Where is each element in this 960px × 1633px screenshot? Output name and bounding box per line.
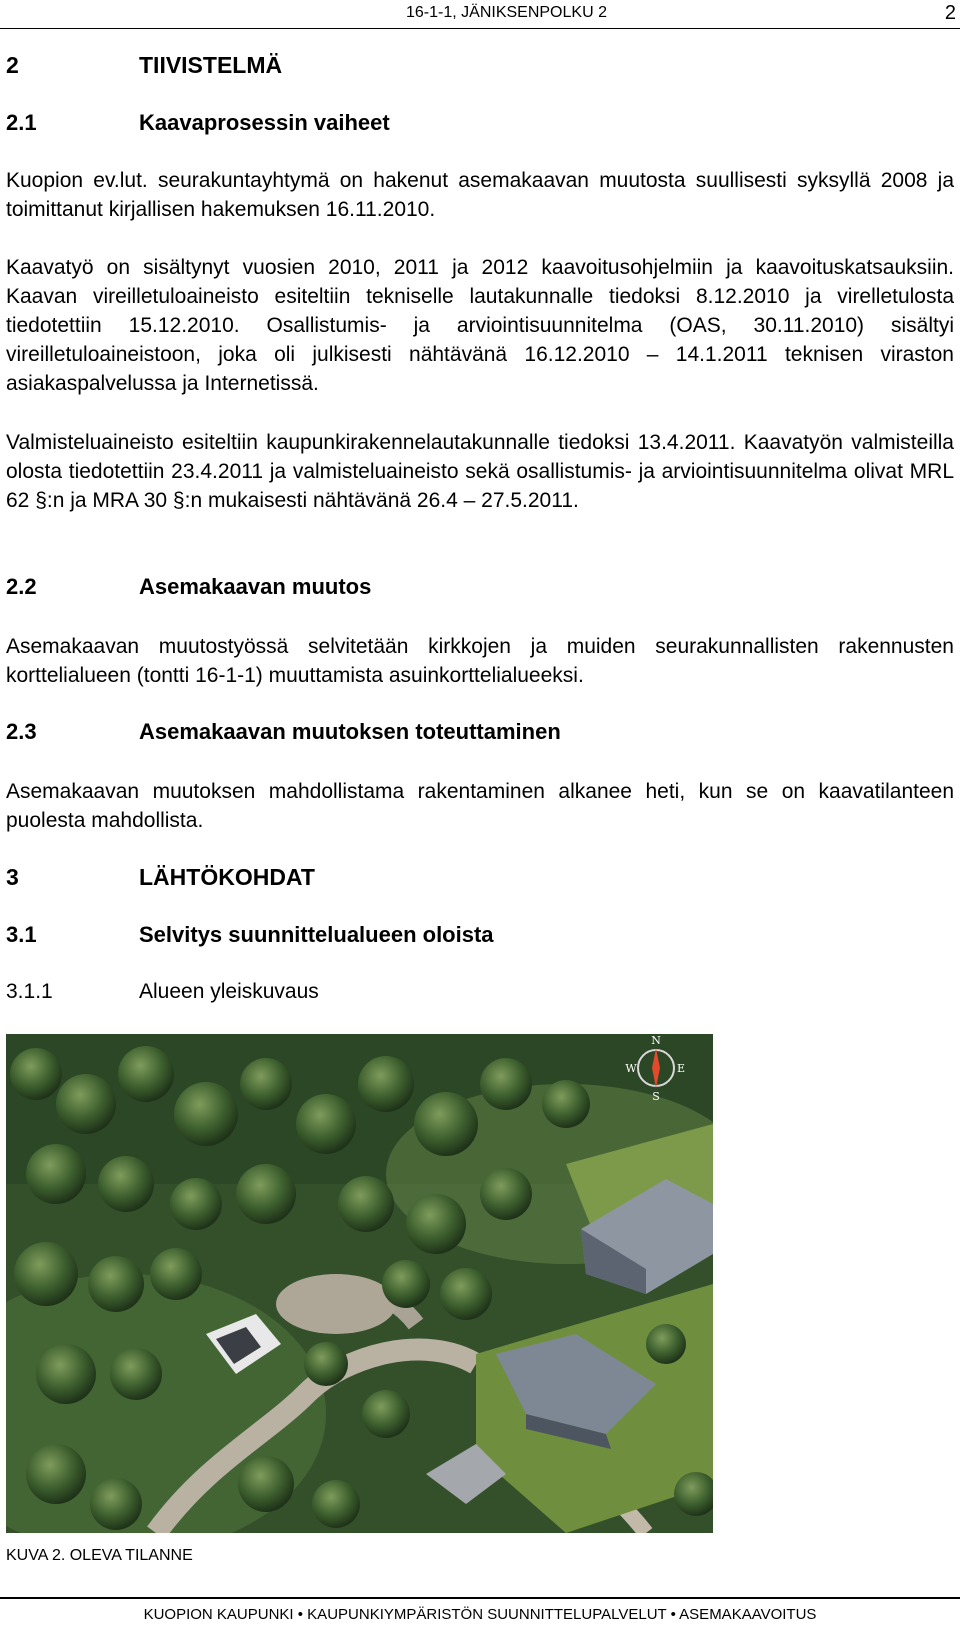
compass-west-label: W — [625, 1062, 637, 1075]
section-number: 2.2 — [6, 574, 37, 599]
section-title: TIIVISTELMÄ — [139, 52, 283, 78]
page-footer: KUOPION KAUPUNKI • KAUPUNKIYMPÄRISTÖN SUUNNITTELUPALVELUT • ASEMAKAAVOITUS — [143, 1606, 817, 1623]
compass-south-label: S — [652, 1090, 660, 1103]
paragraph-implementation: Asemakaavan muutoksen mahdollistama rakentaminen alkanee heti, kun se on kaavatilanteen puolesta mahdollista. — [6, 780, 954, 832]
section-title: Selvitys suunnittelualueen oloista — [139, 922, 494, 947]
heading-section-3 — [6, 864, 315, 891]
aerial-photo — [6, 1034, 713, 1533]
heading-section-2-2 — [6, 574, 371, 600]
paragraph-preparation: Valmisteluaineisto esiteltiin kaupunkirakennelautakunnalle tiedoksi 13.4.2011. Kaavatyön valmisteilla olosta tiedotettiin 23.4.2011 ja valmisteluaineisto sekä osallistumis- ja arviointisuunnitelma olivat MRL 62 §:n ja MRA 30 §:n mukaisesti nähtävänä 26.4 – 27.5.2011. — [6, 431, 954, 512]
section-number: 2.3 — [6, 719, 37, 744]
paragraph-plan-change: Asemakaavan muutostyössä selvitetään kirkkojen ja muiden seurakunnallisten rakennusten korttelialueen (tontti 16-1-1) muuttamista asuinkorttelialueeksi. — [6, 635, 954, 687]
heading-section-2 — [6, 52, 282, 79]
section-title: Asemakaavan muutos — [139, 574, 372, 599]
page-number: 2 — [944, 2, 956, 24]
paragraph-initiation: Kaavatyö on sisältynyt vuosien 2010, 2011 ja 2012 kaavoitusohjelmiin ja kaavoituskatsauksiin. Kaavan vireilletuloaineisto esiteltiin tekniselle lautakunnalle tiedoksi 8.12.2010 ja virelletulosta tiedotettiin 15.12.2010. Osallistumis- ja arviointisuunnitelma (OAS, 30.11.2010) sisältyi vireilletuloaineistoon, joka oli julkisesti nähtävänä 16.12.2010 – 14.1.2011 teknisen viraston asiakaspalvelussa ja Internetissä. — [6, 256, 954, 395]
section-number: 2.1 — [6, 110, 37, 135]
footer-rule — [0, 1597, 960, 1599]
section-number: 3 — [6, 864, 19, 890]
section-title: Asemakaavan muutoksen toteuttaminen — [139, 719, 561, 744]
section-title: Kaavaprosessin vaiheet — [139, 110, 390, 135]
heading-section-2-1 — [6, 110, 390, 136]
section-number: 3.1 — [6, 922, 37, 947]
header-rule — [0, 28, 960, 29]
paragraph-application: Kuopion ev.lut. seurakuntayhtymä on hakenut asemakaavan muutosta suullisesti syksyllä 2008 ja toimittanut kirjallisen hakemuksen 16.11.2010. — [6, 169, 954, 221]
running-header: 16-1-1, JÄNIKSENPOLKU 2 — [406, 4, 607, 21]
section-number: 2 — [6, 52, 19, 78]
section-title: Alueen yleiskuvaus — [139, 980, 319, 1003]
compass-north-label: N — [651, 1034, 661, 1047]
figure-caption: KUVA 2. OLEVA TILANNE — [6, 1547, 193, 1564]
heading-section-3-1 — [6, 922, 494, 948]
section-title: LÄHTÖKOHDAT — [139, 864, 315, 890]
section-number: 3.1.1 — [6, 980, 53, 1003]
heading-section-3-1-1 — [6, 980, 319, 1004]
compass-east-label: E — [676, 1062, 686, 1075]
heading-section-2-3 — [6, 719, 561, 745]
aerial-photo-illustration — [6, 1034, 713, 1533]
